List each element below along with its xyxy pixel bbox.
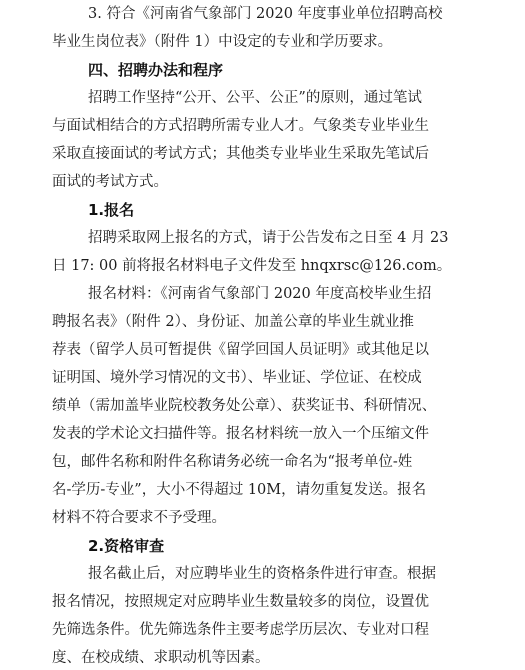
paragraph-line: 报名材料：《河南省气象部门 2020 年度高校毕业生招 <box>88 286 432 302</box>
paragraph-line: 面试的考试方式。 <box>52 174 168 190</box>
paragraph-line: 招聘采取网上报名的方式，请于公告发布之日至 4 月 23 <box>88 230 449 246</box>
paragraph-line: 材料不符合要求不予受理。 <box>52 510 226 526</box>
subsection-heading: 2.资格审查 <box>88 537 165 555</box>
paragraph-line: 与面试相结合的方式招聘所需专业人才。气象类专业毕业生 <box>52 118 429 134</box>
paragraph-line: 包，邮件名称和附件名称请务必统一命名为“报考单位-姓 <box>52 454 413 470</box>
paragraph-line: 3. 符合《河南省气象部门 2020 年度事业单位招聘高校 <box>88 6 443 22</box>
paragraph-line: 证明国、境外学习情况的文书）、毕业证、学位证、在校成 <box>52 370 422 386</box>
section-heading: 四、招聘办法和程序 <box>88 61 224 79</box>
paragraph-line: 名-学历-专业”，大小不得超过 10M，请勿重复发送。报名 <box>52 482 427 498</box>
paragraph-line: 先筛选条件。优先筛选条件主要考虑学历层次、专业对口程 <box>52 622 429 638</box>
paragraph-line: 报名情况，按照规定对应聘毕业生数量较多的岗位，设置优 <box>52 594 429 610</box>
paragraph-line: 度、在校成绩、求职动机等因素。 <box>52 650 270 666</box>
paragraph-line: 聘报名表》（附件 2）、身份证、加盖公章的毕业生就业推 <box>52 314 414 330</box>
paragraph-line: 采取直接面试的考试方式；其他类专业毕业生采取先笔试后 <box>52 146 429 162</box>
paragraph-line: 日 17: 00 前将报名材料电子文件发至 hnqxrsc@126.com。 <box>52 258 452 274</box>
paragraph-line: 报名截止后，对应聘毕业生的资格条件进行审查。根据 <box>88 566 436 582</box>
paragraph-line: 招聘工作坚持“公开、公平、公正”的原则，通过笔试 <box>88 90 422 106</box>
paragraph-line: 绩单（需加盖毕业院校教务处公章）、获奖证书、科研情况、 <box>52 398 437 414</box>
paragraph-line: 荐表（留学人员可暂提供《留学回国人员证明》或其他足以 <box>52 342 429 358</box>
paragraph-line: 发表的学术论文扫描件等。报名材料统一放入一个压缩文件 <box>52 426 429 442</box>
paragraph-line: 毕业生岗位表》（附件 1）中设定的专业和学历要求。 <box>52 34 393 50</box>
subsection-heading: 1.报名 <box>88 201 135 219</box>
